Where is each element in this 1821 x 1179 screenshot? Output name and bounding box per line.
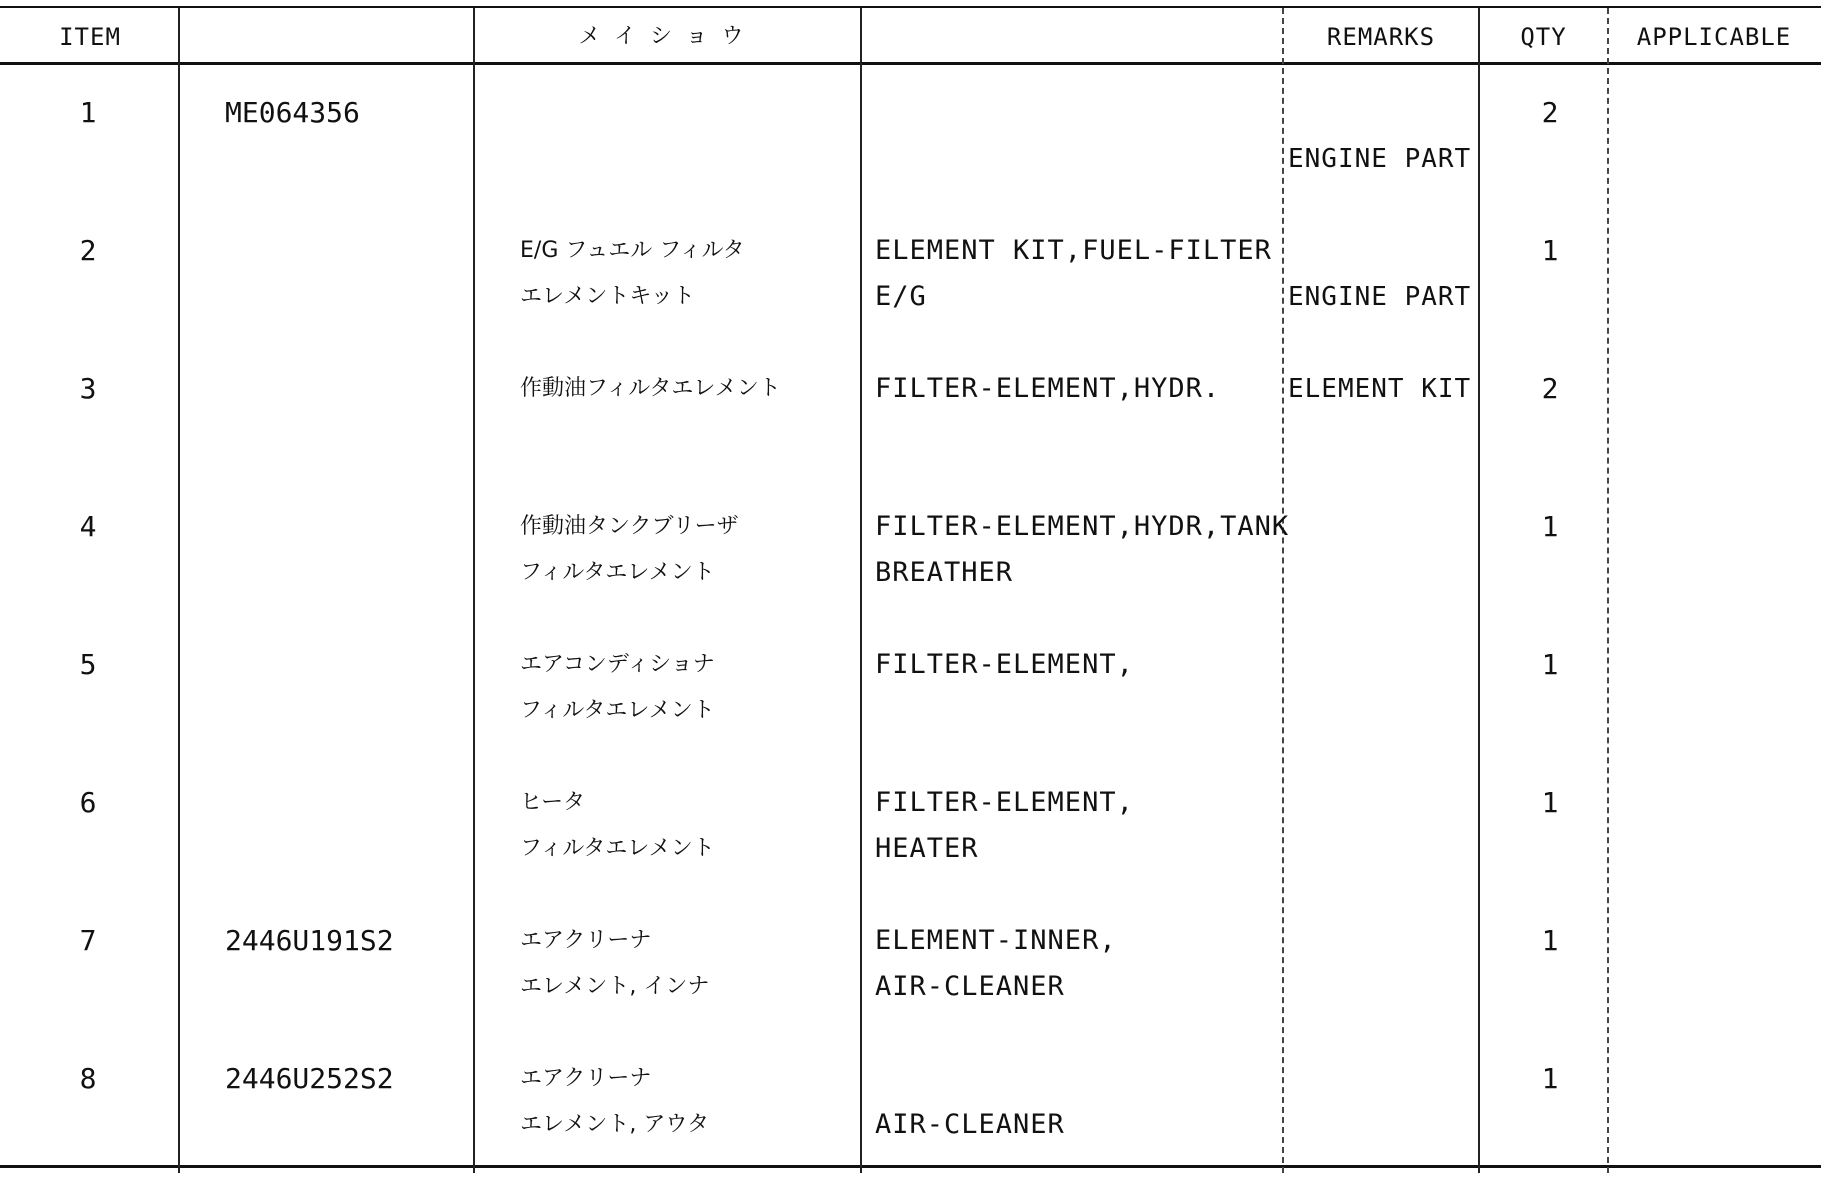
name-jp-line: エアクリーナ bbox=[520, 1066, 652, 1091]
name-en-line: FILTER-ELEMENT,HYDR,TANK bbox=[875, 511, 1290, 542]
remarks-line bbox=[1288, 90, 1471, 136]
remarks-line: ENGINE PART bbox=[1288, 282, 1472, 312]
header-name-en bbox=[862, 20, 1282, 54]
header-bottom-rule bbox=[0, 62, 1821, 65]
table-row bbox=[0, 1056, 1821, 1156]
item-number: 1 bbox=[79, 96, 97, 129]
name-en bbox=[875, 1056, 1065, 1148]
name-jp bbox=[520, 918, 709, 1010]
name-en bbox=[875, 228, 1272, 320]
name-jp bbox=[520, 366, 781, 458]
name-en bbox=[875, 918, 1117, 1010]
item-number: 8 bbox=[79, 1062, 97, 1095]
name-jp-line: ヒータ bbox=[520, 790, 586, 815]
name-jp-line: 作動油タンクブリーザ bbox=[520, 514, 739, 539]
part-number: 2446U191S2 bbox=[225, 924, 394, 957]
table-row bbox=[0, 366, 1821, 504]
table-row bbox=[0, 228, 1821, 366]
part-number: 2446U252S2 bbox=[225, 1062, 394, 1095]
name-en-line: HEATER bbox=[875, 833, 979, 864]
remarks bbox=[1288, 228, 1471, 320]
name-jp bbox=[520, 780, 715, 872]
table-row bbox=[0, 780, 1821, 918]
remarks-line bbox=[1288, 412, 1471, 458]
quantity: 1 bbox=[1541, 648, 1559, 681]
quantity: 1 bbox=[1541, 234, 1559, 267]
part-number: ME064356 bbox=[225, 96, 360, 129]
quantity: 1 bbox=[1541, 1062, 1559, 1095]
name-en-line: ELEMENT-INNER, bbox=[875, 925, 1117, 956]
name-jp-line: フィルタエレメント bbox=[520, 560, 715, 585]
name-jp bbox=[520, 228, 745, 320]
name-en-line bbox=[875, 412, 1220, 458]
header-item: ITEM bbox=[59, 23, 121, 51]
name-jp-line: フィルタエレメント bbox=[520, 698, 715, 723]
name-en-line bbox=[875, 688, 1134, 734]
name-jp-line bbox=[520, 412, 781, 458]
name-jp bbox=[520, 1056, 709, 1148]
header-part-no bbox=[180, 20, 470, 54]
name-en bbox=[875, 504, 1289, 596]
name-en-line: AIR-CLEANER bbox=[875, 1109, 1065, 1140]
name-en-line bbox=[875, 1056, 1065, 1102]
name-jp-line: フィルタエレメント bbox=[520, 836, 715, 861]
quantity: 1 bbox=[1541, 786, 1559, 819]
remarks-line: ELEMENT KIT bbox=[1288, 374, 1472, 404]
remarks bbox=[1288, 366, 1471, 458]
quantity: 2 bbox=[1541, 96, 1559, 129]
quantity: 1 bbox=[1541, 924, 1559, 957]
name-en-line: FILTER-ELEMENT, bbox=[875, 787, 1134, 818]
table-row bbox=[0, 642, 1821, 780]
top-rule bbox=[0, 6, 1821, 8]
bottom-rule bbox=[0, 1165, 1821, 1168]
remarks bbox=[1288, 90, 1471, 182]
name-jp-line: エレメント, アウタ bbox=[520, 1112, 710, 1137]
name-jp bbox=[520, 642, 715, 734]
name-en-line: ELEMENT KIT,FUEL-FILTER bbox=[875, 235, 1272, 266]
name-en-line: BREATHER bbox=[875, 557, 1014, 588]
item-number: 4 bbox=[79, 510, 97, 543]
name-en-line: FILTER-ELEMENT, bbox=[875, 649, 1134, 680]
item-number: 7 bbox=[79, 924, 97, 957]
header-applicable: APPLICABLE bbox=[1636, 23, 1792, 51]
name-en bbox=[875, 780, 1134, 872]
header-qty: QTY bbox=[1520, 23, 1567, 51]
header-name-jp: メイショウ bbox=[578, 24, 758, 49]
item-number: 5 bbox=[79, 648, 97, 681]
name-jp-line: エアクリーナ bbox=[520, 928, 652, 953]
name-jp-line: エアコンディショナ bbox=[520, 652, 715, 677]
name-en-line: AIR-CLEANER bbox=[875, 971, 1065, 1002]
item-number: 3 bbox=[79, 372, 97, 405]
item-number: 6 bbox=[79, 786, 97, 819]
name-en bbox=[875, 642, 1134, 734]
name-en bbox=[875, 366, 1220, 458]
quantity: 1 bbox=[1541, 510, 1559, 543]
name-jp-line: エレメントキット bbox=[520, 284, 695, 309]
table-row bbox=[0, 504, 1821, 642]
quantity: 2 bbox=[1541, 372, 1559, 405]
name-jp-line: 作動油フィルタエレメント bbox=[520, 376, 781, 401]
name-jp-line: エレメント, インナ bbox=[520, 974, 710, 999]
item-number: 2 bbox=[79, 234, 97, 267]
table-row bbox=[0, 90, 1821, 228]
table-row bbox=[0, 918, 1821, 1056]
name-en-line: FILTER-ELEMENT,HYDR. bbox=[875, 373, 1221, 404]
remarks-line bbox=[1288, 228, 1471, 274]
name-jp-line: E/G フュエル フィルタ bbox=[520, 238, 745, 263]
name-jp bbox=[520, 504, 739, 596]
remarks-line: ENGINE PART bbox=[1288, 144, 1472, 174]
name-en-line: E/G bbox=[875, 281, 927, 312]
header-remarks: REMARKS bbox=[1326, 23, 1436, 51]
